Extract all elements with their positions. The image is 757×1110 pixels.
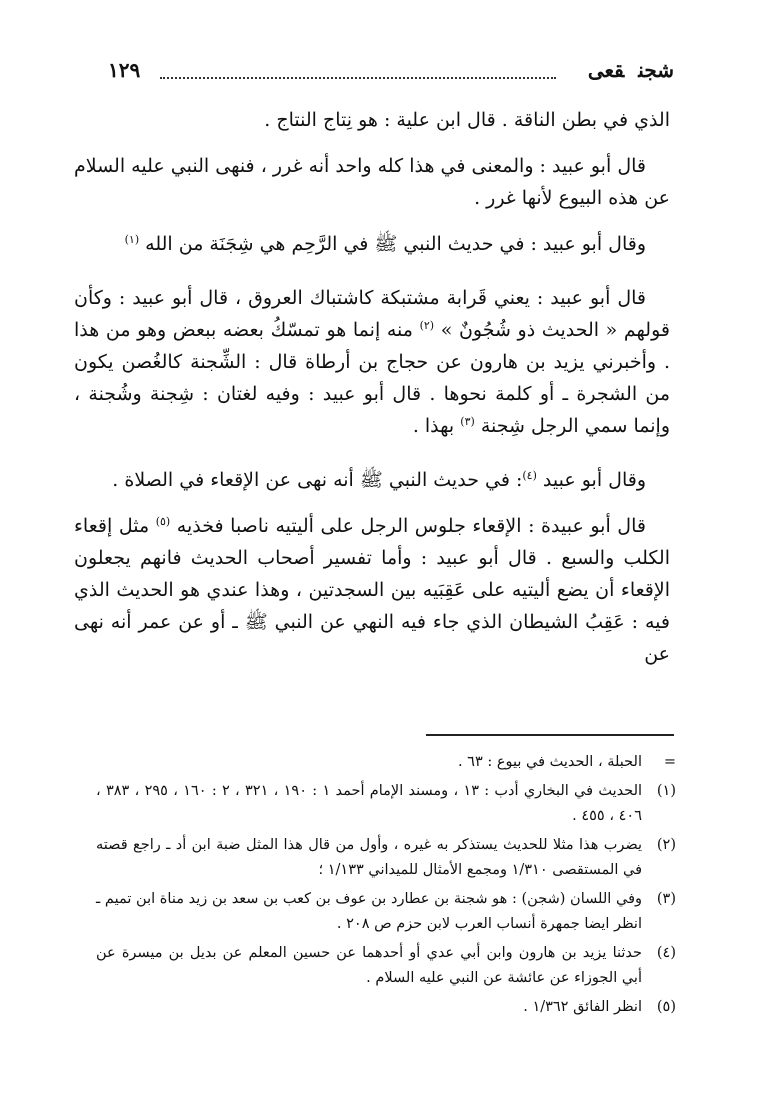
page-number: ١٢٩ [108,58,141,82]
paragraph-6-text-a: قال أبو عبيدة : الإقعاء جلوس الرجل على أليتيه ناصبا فخذيه [176,515,646,537]
paragraph-4-text-a: قال أبو عبيد : يعني قَرابة مشتبكة كاشتباك العروق ، قال أبو عبيد : وكأن قولهم « الحديث ذو شُجُونٌ » [74,287,670,341]
footnote-2-text: يضرب هذا مثلا للحديث يستذكر به غيره ، وأول من قال هذا المثل ضبة ابن أد ـ راجع قصته في المستقصى ١/٣١٠ ومجمع الأمثال للميداني ١/١٣٣ ؛ [96,837,642,878]
paragraph-5-text-b: : في حديث النبي ﷺ أنه نهى عن الإقعاء في الصلاة . [112,469,523,491]
paragraph-6 [74,510,670,670]
footnote-ref-2: (٢) [419,319,435,332]
footnote-continuation [96,750,676,775]
footnote-mark-2: (٢) [656,837,676,853]
paragraph-4-text-b: منه إنما هو تمسّكُ بعضه ببعض وهو من هذا . وأخبرني يزيد بن هارون عن حجاج بن أرطاة قال : الشِّجنة كالغُصن يكون من الشجرة ـ أو كلمة نحوها . قال أبو عبيد : وفيه لغتان : شِجنة وشُجنة ، وإنما سمي الرجل شِجنة [74,319,670,437]
footnote-4-text: حدثنا يزيد بن هارون وابن أبي عدي أو أحدهما عن حسين المعلم عن بديل بن ميسرة عن أبي الجوزاء عن عائشة عن النبي عليه السلام . [96,945,642,986]
paragraph-3 [74,228,670,260]
footnote-ref-3: (٣) [460,415,475,428]
footnote-1 [96,779,676,829]
footnote-3 [96,887,676,937]
paragraph-2: قال أبو عبيد : والمعنى في هذا كله واحد أنه غرر ، فنهى النبي عليه السلام عن هذه البيوع لأنها غرر . [74,155,670,209]
header-dotted-leader [160,77,556,79]
footnote-separator [426,734,674,736]
main-text [74,104,670,684]
header-word-shajan: شجن [638,58,674,82]
footnote-5-text: انظر الفائق ١/٣٦٢ . [523,999,642,1015]
footnote-4 [96,941,676,991]
footnotes [96,750,676,1024]
paragraph-3-text: وقال أبو عبيد : في حديث النبي ﷺ في الرَّحِم هي شِجَنَة من الله [145,233,646,255]
paragraph-5 [74,464,670,496]
footnote-5 [96,995,676,1020]
paragraph-5-text-a: وقال أبو عبيد [542,469,646,491]
paragraph-1: الذي في بطن الناقة . قال ابن علية : هو نِتاج النتاج . [264,109,670,131]
footnote-ref-1: (١) [124,233,140,246]
footnote-2 [96,833,676,883]
footnote-mark-1: (١) [656,783,676,799]
header-root-words [574,58,674,82]
paragraph-4-text-c: بهذا . [412,415,455,437]
header-word-qaa: قعى [587,58,625,82]
footnote-3-text: وفي اللسان (شجن) : هو شجنة بن عطارد بن عوف بن كعب بن سعد بن زيد مناة ابن تميم ـ انظر ايضا جمهرة أنساب العرب لابن حزم ص ٢٠٨ . [96,891,642,932]
footnote-mark-3: (٣) [656,891,676,907]
footnote-1-text: الحديث في البخاري أدب : ١٣ ، ومسند الإمام أحمد ١ : ١٩٠ ، ٣٢١ ، ٢ : ١٦٠ ، ٢٩٥ ، ٣٨٣ ، ٤٠٦ ، ٤٥٥ . [96,783,643,824]
paragraph-6-text-b: مثل إقعاء الكلب والسبع . قال أبو عبيد : وأما تفسير أصحاب الحديث فانهم يجعلون الإقعاء أن يضع أليتيه على عَقِبَيه بين السجدتين ، وهذا عندي هو الحديث الذي فيه : عَقِبُ الشيطان الذي جاء فيه النهي عن النبي ﷺ ـ أو عن عمر أنه نهى عن [74,515,670,665]
continuation-mark: = [663,754,676,770]
footnote-mark-5: (٥) [656,999,676,1015]
paragraph-4 [74,282,670,442]
footnote-ref-5: (٥) [155,515,171,528]
footnote-continuation-text: الحبلة ، الحديث في بيوع : ٦٣ . [457,754,642,770]
page-header [108,58,674,88]
footnote-mark-4: (٤) [656,945,676,961]
footnote-ref-4: (٤) [522,469,537,482]
